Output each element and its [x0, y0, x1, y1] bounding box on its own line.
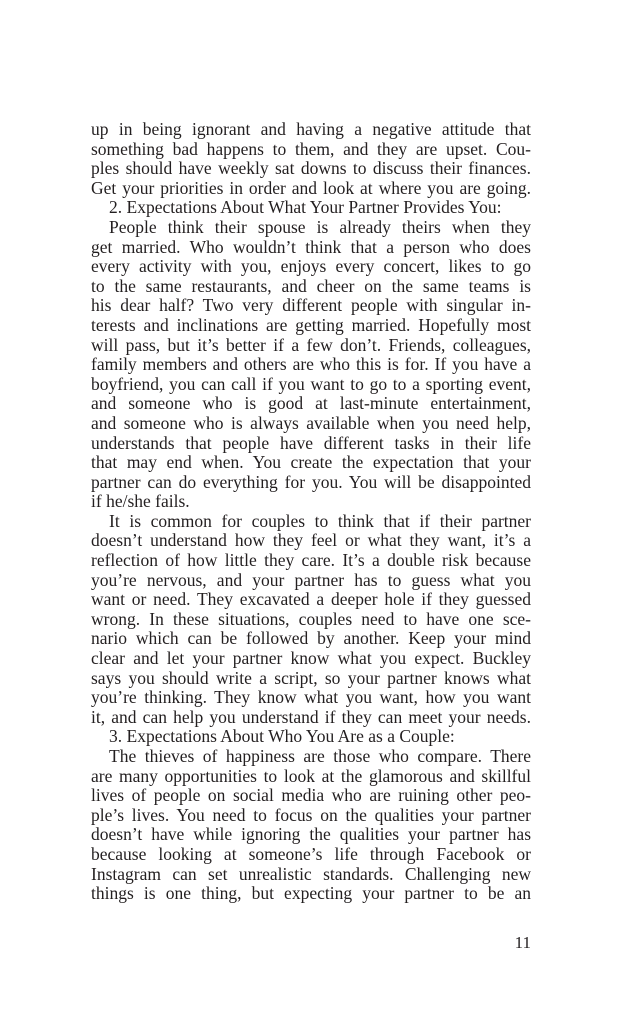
text-line: to the same restaurants, and cheer on the same teams is [91, 275, 531, 296]
text-line: doesn’t have while ignoring the qualities your partner has [91, 824, 531, 845]
section-heading [91, 198, 531, 218]
section-heading-text: 3. Expectations About Who You Are as a Couple: [109, 726, 455, 747]
text-line: says you should write a script, so your partner knows what [91, 667, 531, 688]
text-line: doesn’t understand how they feel or what they want, it’s a [91, 530, 531, 551]
text-line: get married. Who wouldn’t think that a person who does [91, 236, 531, 257]
text-line: reflection of how little they care. It’s a double risk because [91, 550, 531, 571]
text-line: The thieves of happiness are those who compare. There [109, 746, 531, 766]
text-line: understands that people have different tasks in their life [91, 432, 531, 453]
text-line: ple’s lives. You need to focus on the qualities your partner [91, 804, 531, 825]
paragraph [91, 512, 531, 728]
text-line: wrong. In these situations, couples need to have one sce- [91, 608, 531, 629]
page-number: 11 [514, 933, 531, 952]
text-line: every activity with you, enjoys every concert, likes to go [91, 256, 531, 277]
text-line: are many opportunities to look at the glamorous and skillful [91, 765, 531, 786]
text-line: you’re nervous, and your partner has to guess what you [91, 569, 531, 590]
text-line: Instagram can set unrealistic standards. Challenging new [91, 863, 531, 884]
text-line: and someone who is good at last-minute entertainment, [91, 393, 531, 414]
text-line: partner can do everything for you. You will be disappointed [91, 471, 531, 492]
text-line: Get your priorities in order and look at where you are going. [91, 177, 531, 198]
text-line: things is one thing, but expecting your partner to be an [91, 883, 531, 904]
text-line: that may end when. You create the expectation that your [91, 452, 531, 473]
text-line: up in being ignorant and having a negative attitude that [91, 119, 531, 139]
text-line: It is common for couples to think that if their partner [109, 510, 531, 531]
text-line: family members and others are who this is for. If you have a [91, 354, 531, 375]
text-line: terests and inclinations are getting married. Hopefully most [91, 314, 531, 335]
paragraph [91, 120, 531, 198]
text-line: will pass, but it’s better if a few don’t. Friends, colleagues, [91, 334, 531, 355]
text-line: you’re thinking. They know what you want, how you want [91, 687, 531, 708]
body-text [91, 120, 531, 904]
paragraph [91, 218, 531, 512]
text-line: because looking at someone’s life through Facebook or [91, 843, 531, 864]
section-heading-text: 2. Expectations About What Your Partner Provides You: [109, 197, 502, 218]
text-line: his dear half? Two very different people with singular in- [91, 295, 531, 316]
text-line: clear and let your partner know what you expect. Buckley [91, 648, 531, 669]
paragraph [91, 747, 531, 904]
text-line: lives of people on social media who are ruining other peo- [91, 785, 531, 806]
text-line: nario which can be followed by another. Keep your mind [91, 628, 531, 649]
text-line: something bad happens to them, and they are upset. Cou- [91, 138, 531, 159]
text-line: want or need. They excavated a deeper hole if they guessed [91, 589, 531, 610]
text-line: if he/she fails. [91, 491, 190, 512]
text-line: ples should have weekly sat downs to discuss their finances. [91, 158, 531, 179]
text-line: it, and can help you understand if they can meet your needs. [91, 706, 531, 727]
text-line: People think their spouse is already theirs when they [109, 216, 531, 237]
section-heading [91, 727, 531, 747]
text-line: and someone who is always available when you need help, [91, 412, 531, 433]
text-line: boyfriend, you can call if you want to go to a sporting event, [91, 373, 531, 394]
